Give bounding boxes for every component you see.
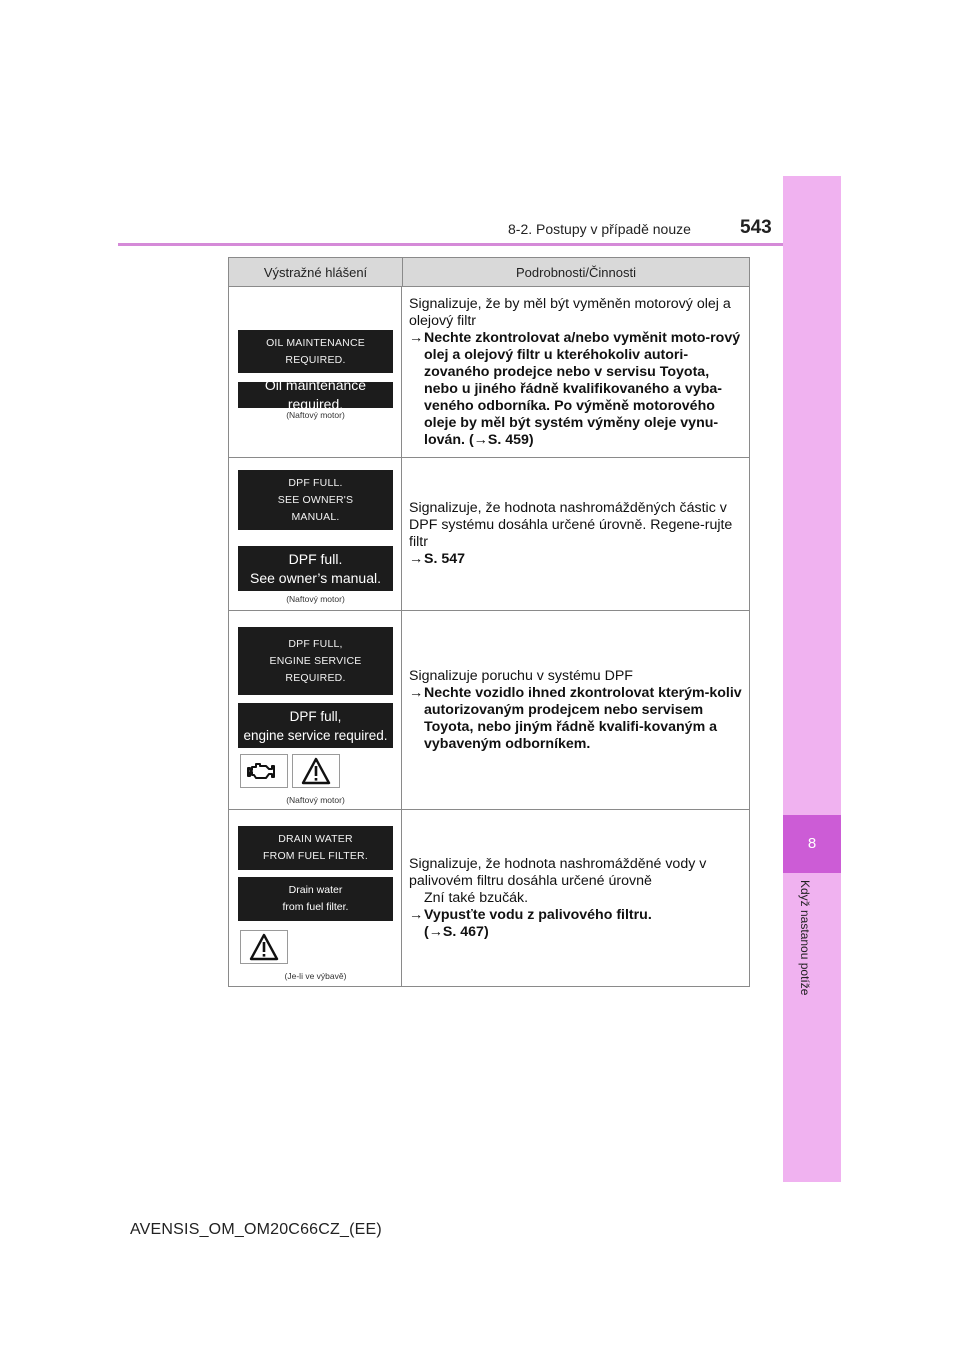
action-item: → Nechte vozidlo ihned zkontrolovat kterým-koliv autorizovaným prodejcem nebo servisem Toyota, nebo jiným řádně kvalifi-kovaným a vybaveným odborníkem. xyxy=(409,684,742,752)
document-code: AVENSIS_OM_OM20C66CZ_(EE) xyxy=(130,1221,382,1238)
engine-check-icon xyxy=(240,754,288,788)
details-cell xyxy=(402,458,749,610)
details-cell xyxy=(402,287,749,457)
warning-display-caps: OIL MAINTENANCE REQUIRED. xyxy=(238,330,393,373)
warning-display-cell xyxy=(229,611,402,809)
display-note: (Naftový motor) xyxy=(286,594,345,604)
warning-triangle-icon xyxy=(240,930,288,964)
header-rule xyxy=(118,243,783,246)
page-number: 543 xyxy=(740,217,772,238)
warning-display-text: Drain water from fuel filter. xyxy=(238,877,393,921)
warning-triangle-icon xyxy=(292,754,340,788)
warning-display-text: DPF full. See owner’s manual. xyxy=(238,546,393,591)
column-header-warning: Výstražné hlášení xyxy=(229,258,403,286)
description-extra: Zní také bzučák. xyxy=(424,889,529,906)
table-row xyxy=(229,611,749,810)
action-item: → S. 547 xyxy=(409,551,466,567)
page-reference: S. 459) xyxy=(487,431,534,448)
action-text: S. 547 xyxy=(424,551,466,567)
table-row xyxy=(229,810,749,986)
warning-messages-table xyxy=(228,257,750,987)
warning-display-text: Oil maintenance required. xyxy=(238,382,393,408)
details-cell xyxy=(402,611,749,809)
action-text: Nechte zkontrolovat a/nebo vyměnit moto-rový olej a olejový filtr u kteréhokoliv autori-zovaného prodejce nebo v servisu Toyota, nebo u jiného řádně kvalifikovaného a vyba-veného odborníka. Po výměně motorového oleje by měl být systém výměny oleje vynu-lován. ( xyxy=(424,329,741,448)
display-note: (Naftový motor) xyxy=(286,410,345,420)
details-cell xyxy=(402,810,749,986)
description: Signalizuje, že hodnota nashromážděné vody v palivovém filtru dosáhla určené úrovně xyxy=(409,855,707,889)
action-item: → Nechte zkontrolovat a/nebo vyměnit moto-rový olej a olejový filtr u kteréhokoliv autori-zovaného prodejce nebo v servisu Toyota, nebo u jiného řádně kvalifikovaného a vyba-veného odborníka. Po výměně motorového oleje by měl být systém výměny oleje vynu-lován. (→S. 459) xyxy=(409,329,741,448)
table-header xyxy=(229,258,749,287)
display-note: (Je-li ve výbavě) xyxy=(284,971,347,981)
table-row xyxy=(229,287,749,458)
chapter-side-tab xyxy=(783,176,841,1182)
description: Signalizuje poruchu v systému DPF xyxy=(409,667,633,684)
column-header-details: Podrobnosti/Činnosti xyxy=(516,264,636,280)
warning-display-cell xyxy=(229,810,402,986)
warning-display-cell xyxy=(229,287,402,457)
warning-display-cell xyxy=(229,458,402,610)
warning-display-caps: DPF FULL. SEE OWNER'S MANUAL. xyxy=(238,470,393,530)
section-title: 8-2. Postupy v případě nouze xyxy=(508,221,691,237)
warning-display-caps: DPF FULL, ENGINE SERVICE REQUIRED. xyxy=(238,627,393,695)
warning-display-text: DPF full, engine service required. xyxy=(238,703,393,748)
display-note: (Naftový motor) xyxy=(286,795,345,805)
action-text: Nechte vozidlo ihned zkontrolovat kterým-koliv autorizovaným prodejcem nebo servisem Toyota, nebo jiným řádně kvalifi-kovaným a vybaveným odborníkem. xyxy=(424,684,742,752)
action-item: → Vypusťte vodu z palivového filtru. (→S. 467) xyxy=(409,906,652,940)
warning-display-caps: DRAIN WATER FROM FUEL FILTER. xyxy=(238,826,393,870)
description: Signalizuje, že hodnota nashromážděných částic v DPF systému dosáhla určené úrovně. Regene-rujte filtr xyxy=(409,500,733,550)
page-reference: S. 467) xyxy=(442,923,489,940)
chapter-label: Když nastanou potíže xyxy=(798,880,812,996)
chapter-number: 8 xyxy=(807,835,817,852)
description: Signalizuje, že by měl být vyměněn motorový olej a olejový filtr xyxy=(409,295,731,329)
action-text: Vypusťte vodu z palivového filtru. xyxy=(424,906,652,923)
table-row xyxy=(229,458,749,611)
